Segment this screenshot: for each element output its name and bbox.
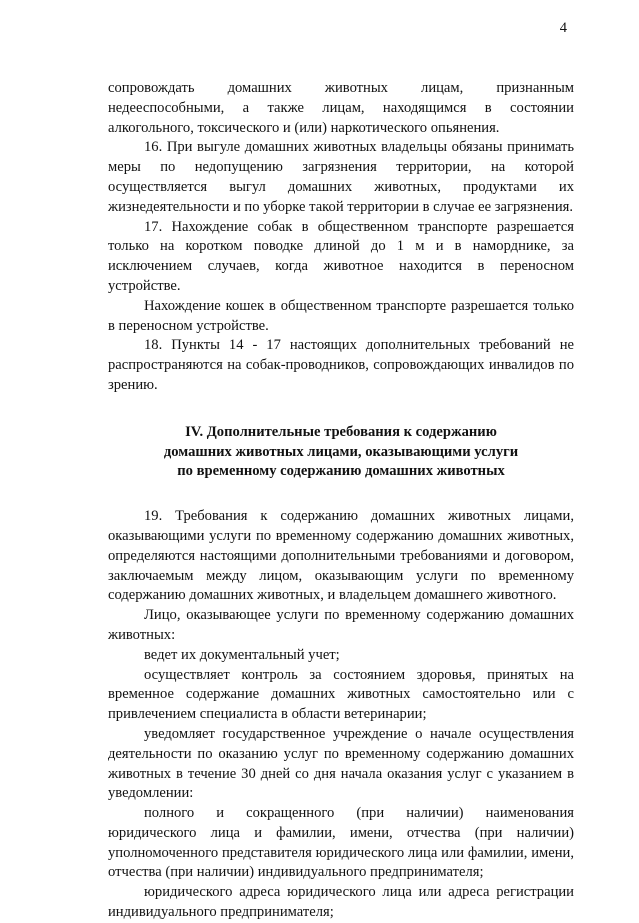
paragraph: уведомляет государственное учреждение о начале осуществления деятельности по оказанию услуг по временному содержанию домашних животных в течение 30 дней со дня начала оказания услуг с указанием в уведомлении: — [108, 725, 574, 802]
paragraph: 16. При выгуле домашних животных владельцы обязаны принимать меры по недопущению загрязнения территории, на которой осуществляется выгул домашних животных, продуктами их жизнедеятельности и по уборке такой территории в случае ее загрязнения. — [108, 139, 574, 215]
paragraph: Нахождение кошек в общественном транспорте разрешается только в переносном устройстве. — [108, 297, 574, 334]
paragraph: ведет их документальный учет; — [144, 646, 340, 663]
section-heading — [108, 423, 574, 482]
paragraph: 19. Требования к содержанию домашних животных лицами, оказывающими услуги по временному содержанию домашних животных, определяются настоящими дополнительными требованиями и договором, заключаемым между лицом, оказывающим услуги по временному содержанию домашних животных, и владельцем домашнего животного. — [108, 508, 574, 604]
paragraph: полного и сокращенного (при наличии) наименования юридического лица и фамилии, имени, отчества (при наличии) уполномоченного представителя юридического лица или фамилии, имени, отчества (при наличии) индивидуального предпринимателя; — [108, 805, 574, 881]
paragraph: Лицо, оказывающее услуги по временному содержанию домашних животных: — [108, 607, 574, 643]
paragraph: 18. Пункты 14 - 17 настоящих дополнительных требований не распространяются на собак-проводников, сопровождающих инвалидов по зрению. — [108, 337, 574, 393]
section-heading-line: по временному содержанию домашних животных — [177, 463, 505, 480]
page-number: 4 — [559, 20, 567, 36]
document-body — [108, 79, 574, 923]
paragraph: сопровождать домашних животных лицам, признанным недееспособными, а также лицам, находящимся в состоянии алкогольного, токсического и (или) наркотического опьянения. — [108, 80, 574, 136]
paragraph: юридического адреса юридического лица или адреса регистрации индивидуального предпринимателя; — [108, 884, 574, 921]
section-heading-line: IV. Дополнительные требования к содержанию — [185, 423, 497, 440]
section-heading-line: домашних животных лицами, оказывающими услуги — [163, 443, 519, 460]
paragraph: осуществляет контроль за состоянием здоровья, принятых на временное содержание домашних животных самостоятельно или с привлечением специалиста в области ветеринарии; — [108, 666, 574, 723]
paragraph: 17. Нахождение собак в общественном транспорте разрешается только на коротком поводке длиной до 1 м и в наморднике, за исключением случаев, когда животное находится в переносном устройстве. — [108, 218, 574, 294]
